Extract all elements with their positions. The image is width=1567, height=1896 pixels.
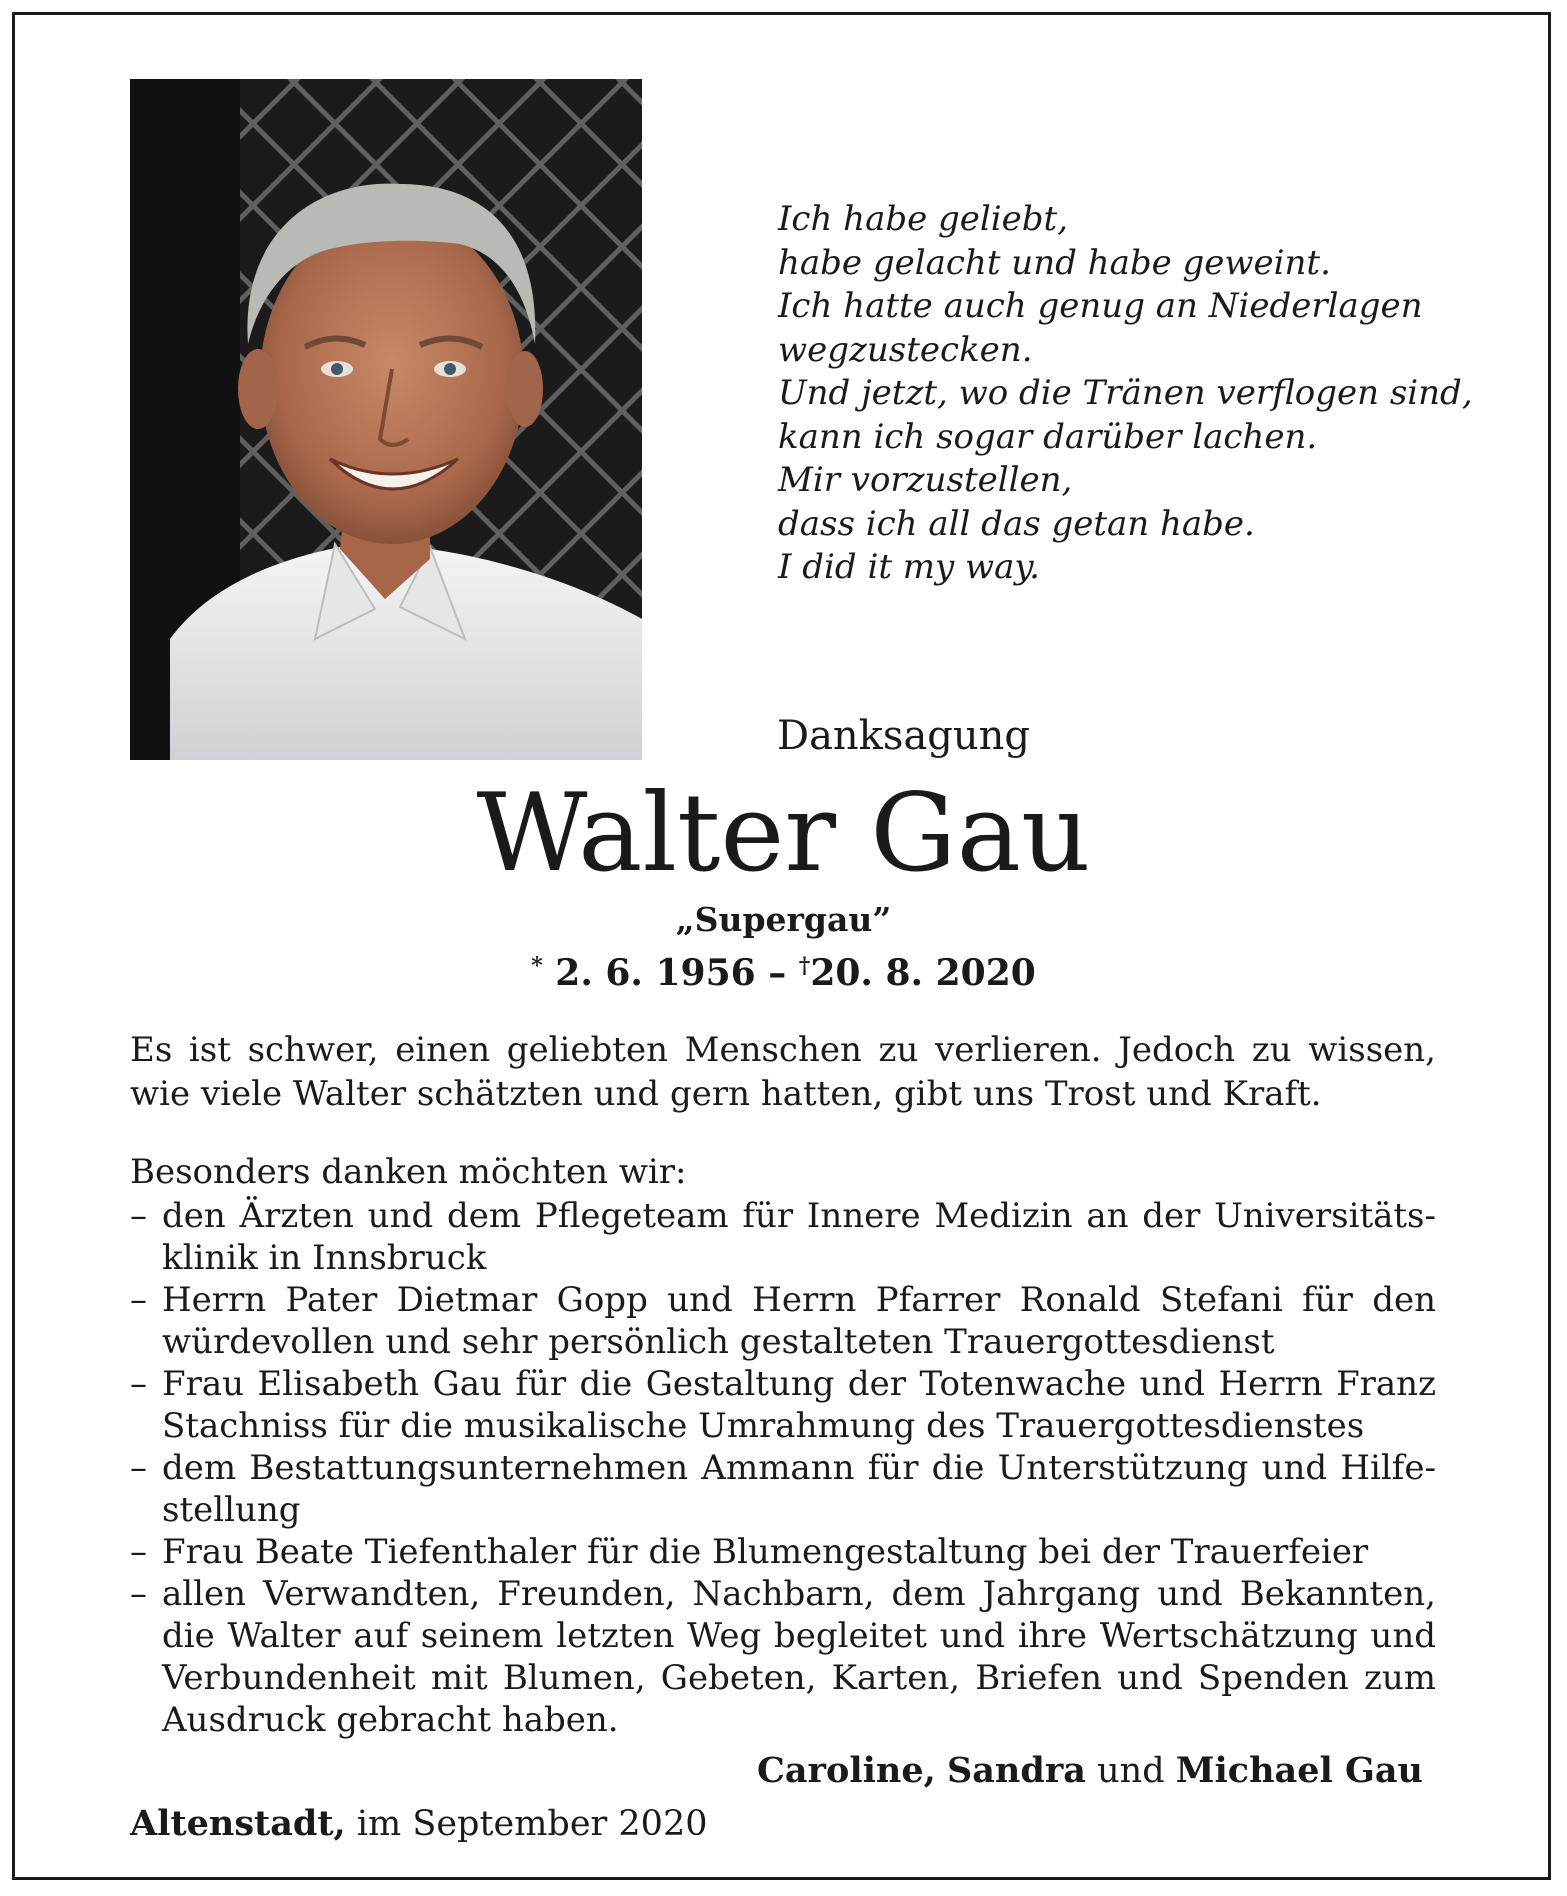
list-item-text: Herrn Pater Dietmar Gopp und Herrn Pfarrer Ronald Stefani für den würdevollen und sehr persönlich gestalteten Trauergottesdienst (162, 1280, 1436, 1362)
thanks-list (130, 1195, 1436, 1741)
life-dates (0, 952, 1567, 994)
deceased-name: Walter Gau (476, 771, 1091, 896)
list-item-text: den Ärzten und dem Pflegeteam für Innere Medizin an der Universitätsklinik in Innsbruck (162, 1196, 1436, 1278)
intro-paragraph: Es ist schwer, einen geliebten Menschen zu verlieren. Jedoch zu wissen, wie viele Walter schätzten und gern hatten, gibt uns Trost und Kraft. (130, 1030, 1436, 1114)
list-dash: – (130, 1196, 147, 1236)
signer-michael: Michael Gau (1175, 1750, 1423, 1791)
list-dash: – (130, 1280, 147, 1320)
list-item (130, 1447, 1436, 1531)
list-item (130, 1531, 1436, 1573)
list-dash: – (130, 1574, 147, 1614)
list-item (130, 1573, 1436, 1741)
poem-line: kann ich sogar darüber lachen. (778, 416, 1318, 457)
signer-caroline: Caroline, (757, 1750, 936, 1791)
list-dash: – (130, 1364, 147, 1404)
poem-line: I did it my way. (778, 547, 1040, 587)
poem-line: Mir vorzustellen, (778, 460, 1073, 500)
list-item-text: dem Bestattungsunternehmen Ammann für die Unterstützung und Hilfestellung (162, 1448, 1436, 1530)
thanks-lead: Besonders danken möchten wir: (130, 1152, 687, 1192)
list-item-text: allen Verwandten, Freunden, Nachbarn, dem Jahrgang und Bekannten, die Walter auf seinem letzten Weg begleitet und ihre Wertschätzung und Verbundenheit mit Blumen, Gebeten, Karten, Briefen und Spenden zum Ausdruck gebracht haben. (162, 1574, 1436, 1740)
poem-line: Ich hatte auch genug an Niederlagen (778, 286, 1423, 326)
poem-line: dass ich all das getan habe. (778, 503, 1255, 544)
poem-line: Und jetzt, wo die Tränen verflogen sind, (778, 373, 1473, 413)
poem (778, 198, 1478, 590)
birth-date: 2. 6. 1956 (555, 952, 756, 994)
list-item (130, 1279, 1436, 1363)
list-dash: – (130, 1448, 147, 1488)
list-item (130, 1363, 1436, 1447)
place-name: Altenstadt, (130, 1803, 346, 1844)
publication-date: im September 2020 (356, 1804, 708, 1844)
danksagung-heading: Danksagung (777, 713, 1031, 759)
poem-line: habe gelacht und habe geweint. (778, 242, 1331, 283)
list-item (130, 1195, 1436, 1279)
death-symbol: † (798, 953, 811, 979)
nickname: „Supergau” (675, 900, 892, 939)
list-dash: – (130, 1532, 147, 1572)
portrait-photo (130, 79, 642, 760)
date-separator: – (768, 952, 787, 994)
signature-connector: und (1097, 1751, 1165, 1791)
list-item-text: Frau Beate Tiefenthaler für die Blumengestaltung bei der Trauerfeier (162, 1532, 1369, 1572)
list-item-text: Frau Elisabeth Gau für die Gestaltung der Totenwache und Herrn Franz Stachniss für die musikalische Umrahmung des Trauergottesdienstes (162, 1364, 1436, 1446)
poem-line: Ich habe geliebt, (778, 199, 1069, 239)
signature (757, 1750, 1423, 1791)
place-and-date (130, 1803, 707, 1844)
birth-symbol: * (531, 953, 543, 979)
death-date: 20. 8. 2020 (810, 952, 1036, 994)
signer-sandra: Sandra (946, 1750, 1086, 1791)
poem-line: wegzustecken. (778, 329, 1033, 370)
